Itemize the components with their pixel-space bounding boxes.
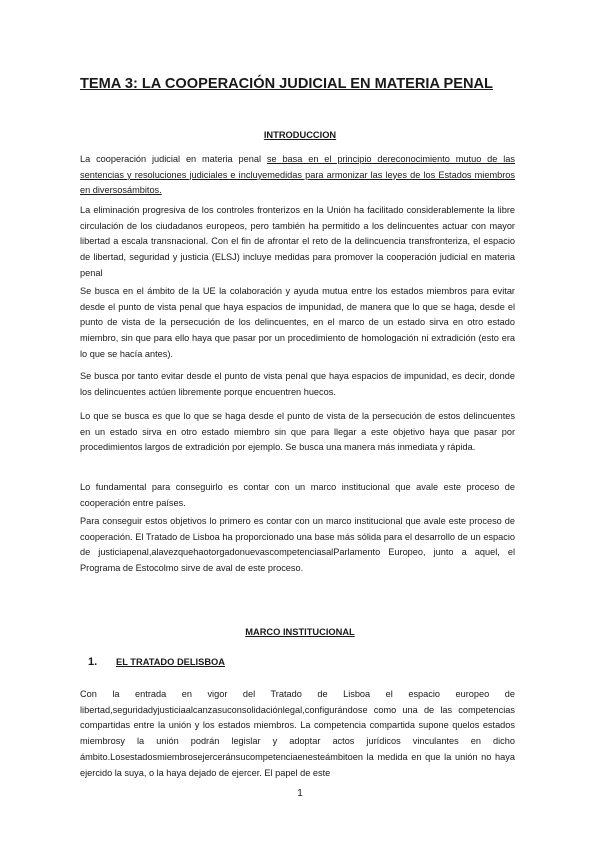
document-title: TEMA 3: LA COOPERACIÓN JUDICIAL EN MATERIA PENAL <box>80 76 493 92</box>
paragraph-1-start: La cooperación judicial en materia penal <box>80 154 267 164</box>
section-number: 1. <box>88 656 98 668</box>
paragraph-8: Con la entrada en vigor del Tratado de Lisboa el espacio europeo de libertad,seguridadyjusticiaalcanzasuconsolidaciónlegal,configurándose como una de las competencias compartidas entre la unión y los estados miembros. La competencia compartida supone quelos estados miembrosy la unión podrán legislar y adoptar actos jurídicos vinculantes en dicho ámbito.Losestadosmiembrosejerceránsucompetenciaenesteámbitoen la medida en que la unión no haya ejercido la suya, o la haya dejado de ejercer. El papel de este <box>80 689 515 778</box>
section-title: EL TRATADO DELISBOA <box>116 657 225 667</box>
paragraph-7: Para conseguir estos objetivos lo primero es contar con un marco institucional que avale este proceso de cooperación. El Tratado de Lisboa ha proporcionado una base más sólida para el desarrollo de un espacio de justiciapenal,alavezquehaotorgadonuevascompetenciasalParlamento Europeo, junto a aquel, el Programa de Estocolmo sirve de aval de este proceso. <box>80 516 515 574</box>
paragraph-2: La eliminación progresiva de los controles fronterizos en la Unión ha facilitado considerablemente la libre circulación de los ciudadanos europeos, pero también ha permitido a los delincuentes actuar con mayor libertad a escala transnacional. Con el fin de afrontar el reto de la delincuencia transfronteriza, el espacio de libertad, seguridad y justicia (ELSJ) incluye medidas para promover la cooperación judicial en materia penal <box>80 205 515 278</box>
paragraph-5: Lo que se busca es que lo que se haga desde el punto de vista de la persecución de estos delincuentes en un estado sirva en otro estado miembro sin que para llegar a este objetivo haya que pasar por procedimientos largos de extradición por ejemplo. Se busca una manera más inmediata y rápida. <box>80 411 515 453</box>
paragraph-1-underlined: se basa en el principio dereconocimiento mutuo de las sentencias y resoluciones judiciales e incluyemedidas para armonizar las leyes de los Estados miembros en diversosámbitos. <box>80 154 516 196</box>
paragraph-4: Se busca por tanto evitar desde el punto de vista penal que haya espacios de impunidad, es decir, donde los delincuentes actúen libremente porque encuentren huecos. <box>80 371 515 397</box>
paragraph-6: Lo fundamental para conseguirlo es contar con un marco institucional que avale este proceso de cooperación entre países. <box>80 482 515 508</box>
paragraph-3: Se busca en el ámbito de la UE la colaboración y ayuda mutua entre los estados miembros para evitar desde el punto de vista penal que haya espacios de impunidad, de manera que lo que se haga, desde el punto de vista de la persecución de los delincuentes, en el marco de un estado sirva en otro estado miembro, sin que para ello haya que pasar por un procedimiento de homologación ni extradición (esto era lo que se hacía antes). <box>80 286 515 359</box>
marco-heading: MARCO INSTITUCIONAL <box>245 627 355 637</box>
page-number: 1 <box>297 788 303 799</box>
intro-heading: INTRODUCCION <box>263 130 337 140</box>
paragraph-1 <box>80 152 515 199</box>
section-heading <box>88 656 225 668</box>
